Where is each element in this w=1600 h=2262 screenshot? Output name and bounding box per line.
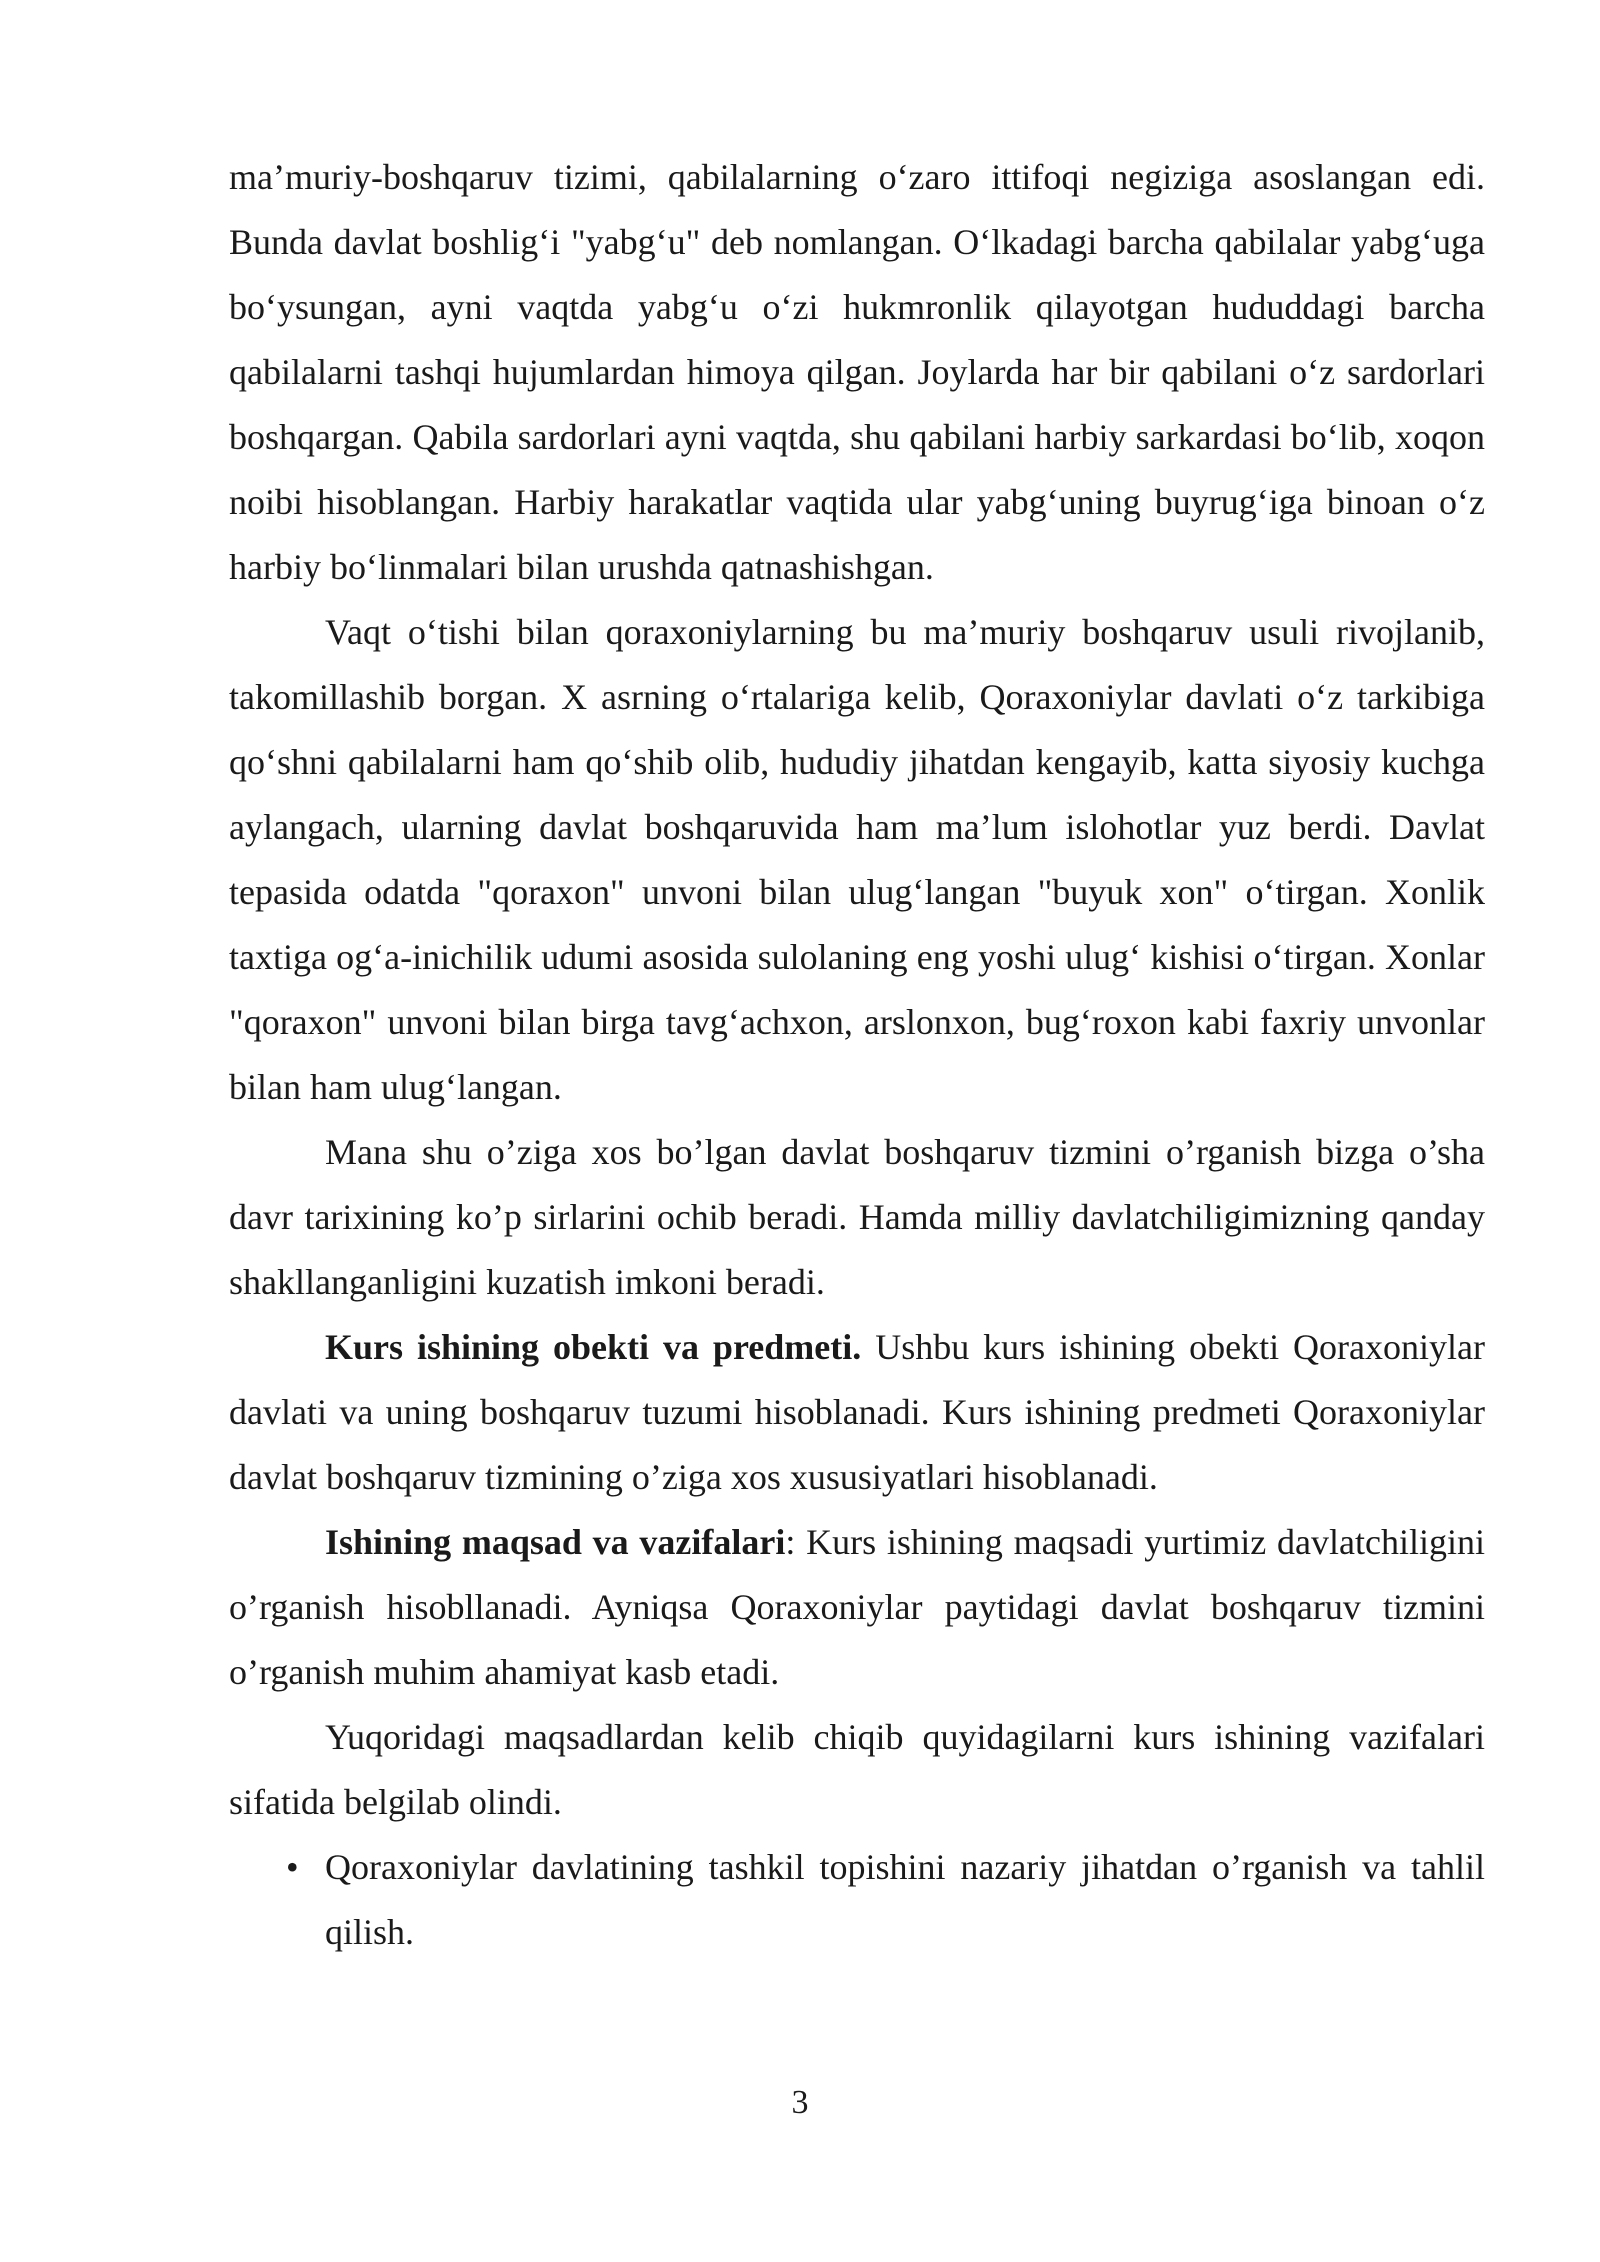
paragraph-text: Mana shu o’ziga xos bo’lgan davlat boshqaruv tizmini o’rganish bizga o’sha davr tarixining ko’p sirlarini ochib beradi. Hamda milliy davlatchiligimizning qanday shakllanganligini kuzatish imkoni beradi.	[229, 1132, 1485, 1302]
paragraph-text: Yuqoridagi maqsadlardan kelib chiqib quyidagilarni kurs ishining vazifalari sifatida belgilab olindi.	[229, 1717, 1485, 1822]
paragraph-object-and-subject	[229, 1315, 1485, 1510]
paragraph-administrative-system	[229, 145, 1485, 600]
paragraph-text: ma’muriy-boshqaruv tizimi, qabilalarning o‘zaro ittifoqi negiziga asoslangan edi. Bunda davlat boshlig‘i "yabg‘u" deb nomlangan. O‘lkadagi barcha qabilalar yabg‘uga bo‘ysungan, ayni vaqtda yabg‘u o‘zi hukmronlik qilayotgan hududdagi barcha qabilalarni tashqi hujumlardan himoya qilgan. Joylarda har bir qabilani o‘z sardorlari boshqargan. Qabila sardorlari ayni vaqtda, shu qabilani harbiy sarkardasi bo‘lib, xoqon noibi hisoblangan. Harbiy harakatlar vaqtida ular yabg‘uning buyrug‘iga binoan o‘z harbiy bo‘linmalari bilan urushda qatnashishgan.	[229, 157, 1485, 587]
paragraph-administration-development	[229, 600, 1485, 1120]
paragraph-goals-and-tasks	[229, 1510, 1485, 1705]
paragraph-study-significance	[229, 1120, 1485, 1315]
bullet-text: Qoraxoniylar davlatining tashkil topishini nazariy jihatdan o’rganish va tahlil qilish.	[325, 1847, 1485, 1952]
paragraph-bold-heading: Kurs ishining obekti va predmeti.	[325, 1327, 862, 1367]
paragraph-bold-heading: Ishining maqsad va vazifalari	[325, 1522, 786, 1562]
paragraph-tasks-intro	[229, 1705, 1485, 1835]
paragraph-text: Ushbu kurs ishining obekti Qoraxoniylar davlati va uning boshqaruv tuzumi hisoblanadi. Kurs ishining predmeti Qoraxoniylar davlat boshqaruv tizmining o’ziga xos xususiyatlari hisoblanadi.	[229, 1327, 1485, 1497]
bullet-list-item	[229, 1835, 1485, 1965]
paragraph-text: Vaqt o‘tishi bilan qoraxoniylarning bu ma’muriy boshqaruv usuli rivojlanib, takomillashib borgan. X asrning o‘rtalariga kelib, Qoraxoniylar davlati o‘z tarkibiga qo‘shni qabilalarni ham qo‘shib olib, hududiy jihatdan kengayib, katta siyosiy kuchga aylangach, ularning davlat boshqaruvida ham ma’lum islohotlar yuz berdi. Davlat tepasida odatda "qoraxon" unvoni bilan ulug‘langan "buyuk xon" o‘tirgan. Xonlik taxtiga og‘a-inichilik udumi asosida sulolaning eng yoshi ulug‘ kishisi o‘tirgan. Xonlar "qoraxon" unvoni bilan birga tavg‘achxon, arslonxon, bug‘roxon kabi faxriy unvonlar bilan ham ulug‘langan.	[229, 612, 1485, 1107]
page-body	[229, 145, 1485, 1965]
paragraph-text: : Kurs ishining maqsadi yurtimiz davlatchiligini o’rganish hisobllanadi. Ayniqsa Qoraxoniylar paytidagi davlat boshqaruv tizmini o’rganish muhim ahamiyat kasb etadi.	[229, 1522, 1485, 1692]
bullet-dot-icon: •	[286, 1847, 299, 1887]
page-number: 3	[791, 2084, 809, 2121]
